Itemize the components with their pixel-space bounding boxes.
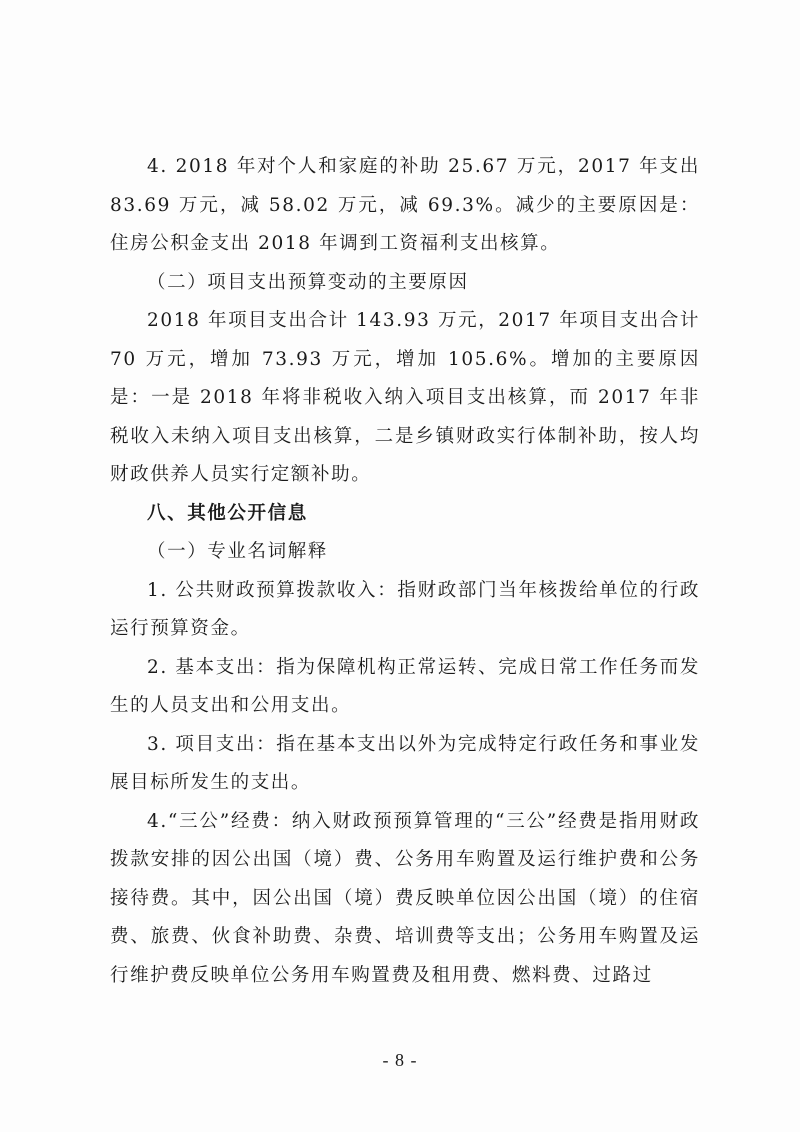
paragraph-subsidy-individuals: 4. 2018 年对个人和家庭的补助 25.67 万元，2017 年支出 83.69 万元，减 58.02 万元，减 69.3%。减少的主要原因是：住房公积金支出 2018 年调到工资福利支出核算。 <box>110 156 700 254</box>
chapter-heading-other-info: 八、其他公开信息 <box>147 502 308 524</box>
document-body <box>110 148 700 995</box>
paragraph-term-project-expenditure: 3. 项目支出：指在基本支出以外为完成特定行政任务和事业发展目标所发生的支出。 <box>110 733 700 793</box>
section-heading-terms: （一）专业名词解释 <box>147 541 328 562</box>
section-heading-project-expenditure: （二）项目支出预算变动的主要原因 <box>147 271 469 293</box>
page-number: - 8 - <box>382 1050 418 1070</box>
paragraph-term-public-finance: 1. 公共财政预算拨款收入：指财政部门当年核拨给单位的行政运行预算资金。 <box>110 579 700 639</box>
paragraph-term-three-public: 4.“三公”经费：纳入财政预预算管理的“三公”经费是指用财政拨款安排的因公出国（境）费、公务用车购置及运行维护费和公务接待费。其中，因公出国（境）费反映单位因公出国（境）的住宿费、旅费、伙食补助费、杂费、培训费等支出；公务用车购置及运行维护费反映单位公务用车购置费及租用费、燃料费、过路过 <box>110 810 700 986</box>
paragraph-project-expenditure: 2018 年项目支出合计 143.93 万元，2017 年项目支出合计 70 万元，增加 73.93 万元，增加 105.6%。增加的主要原因是：一是 2018 年将非税收入纳入项目支出核算，而 2017 年非税收入未纳入项目支出核算，二是乡镇财政实行体制补助，按人均财政供养人员实行定额补助。 <box>110 310 700 485</box>
paragraph-term-basic-expenditure: 2. 基本支出：指为保障机构正常运转、完成日常工作任务而发生的人员支出和公用支出。 <box>110 656 700 716</box>
